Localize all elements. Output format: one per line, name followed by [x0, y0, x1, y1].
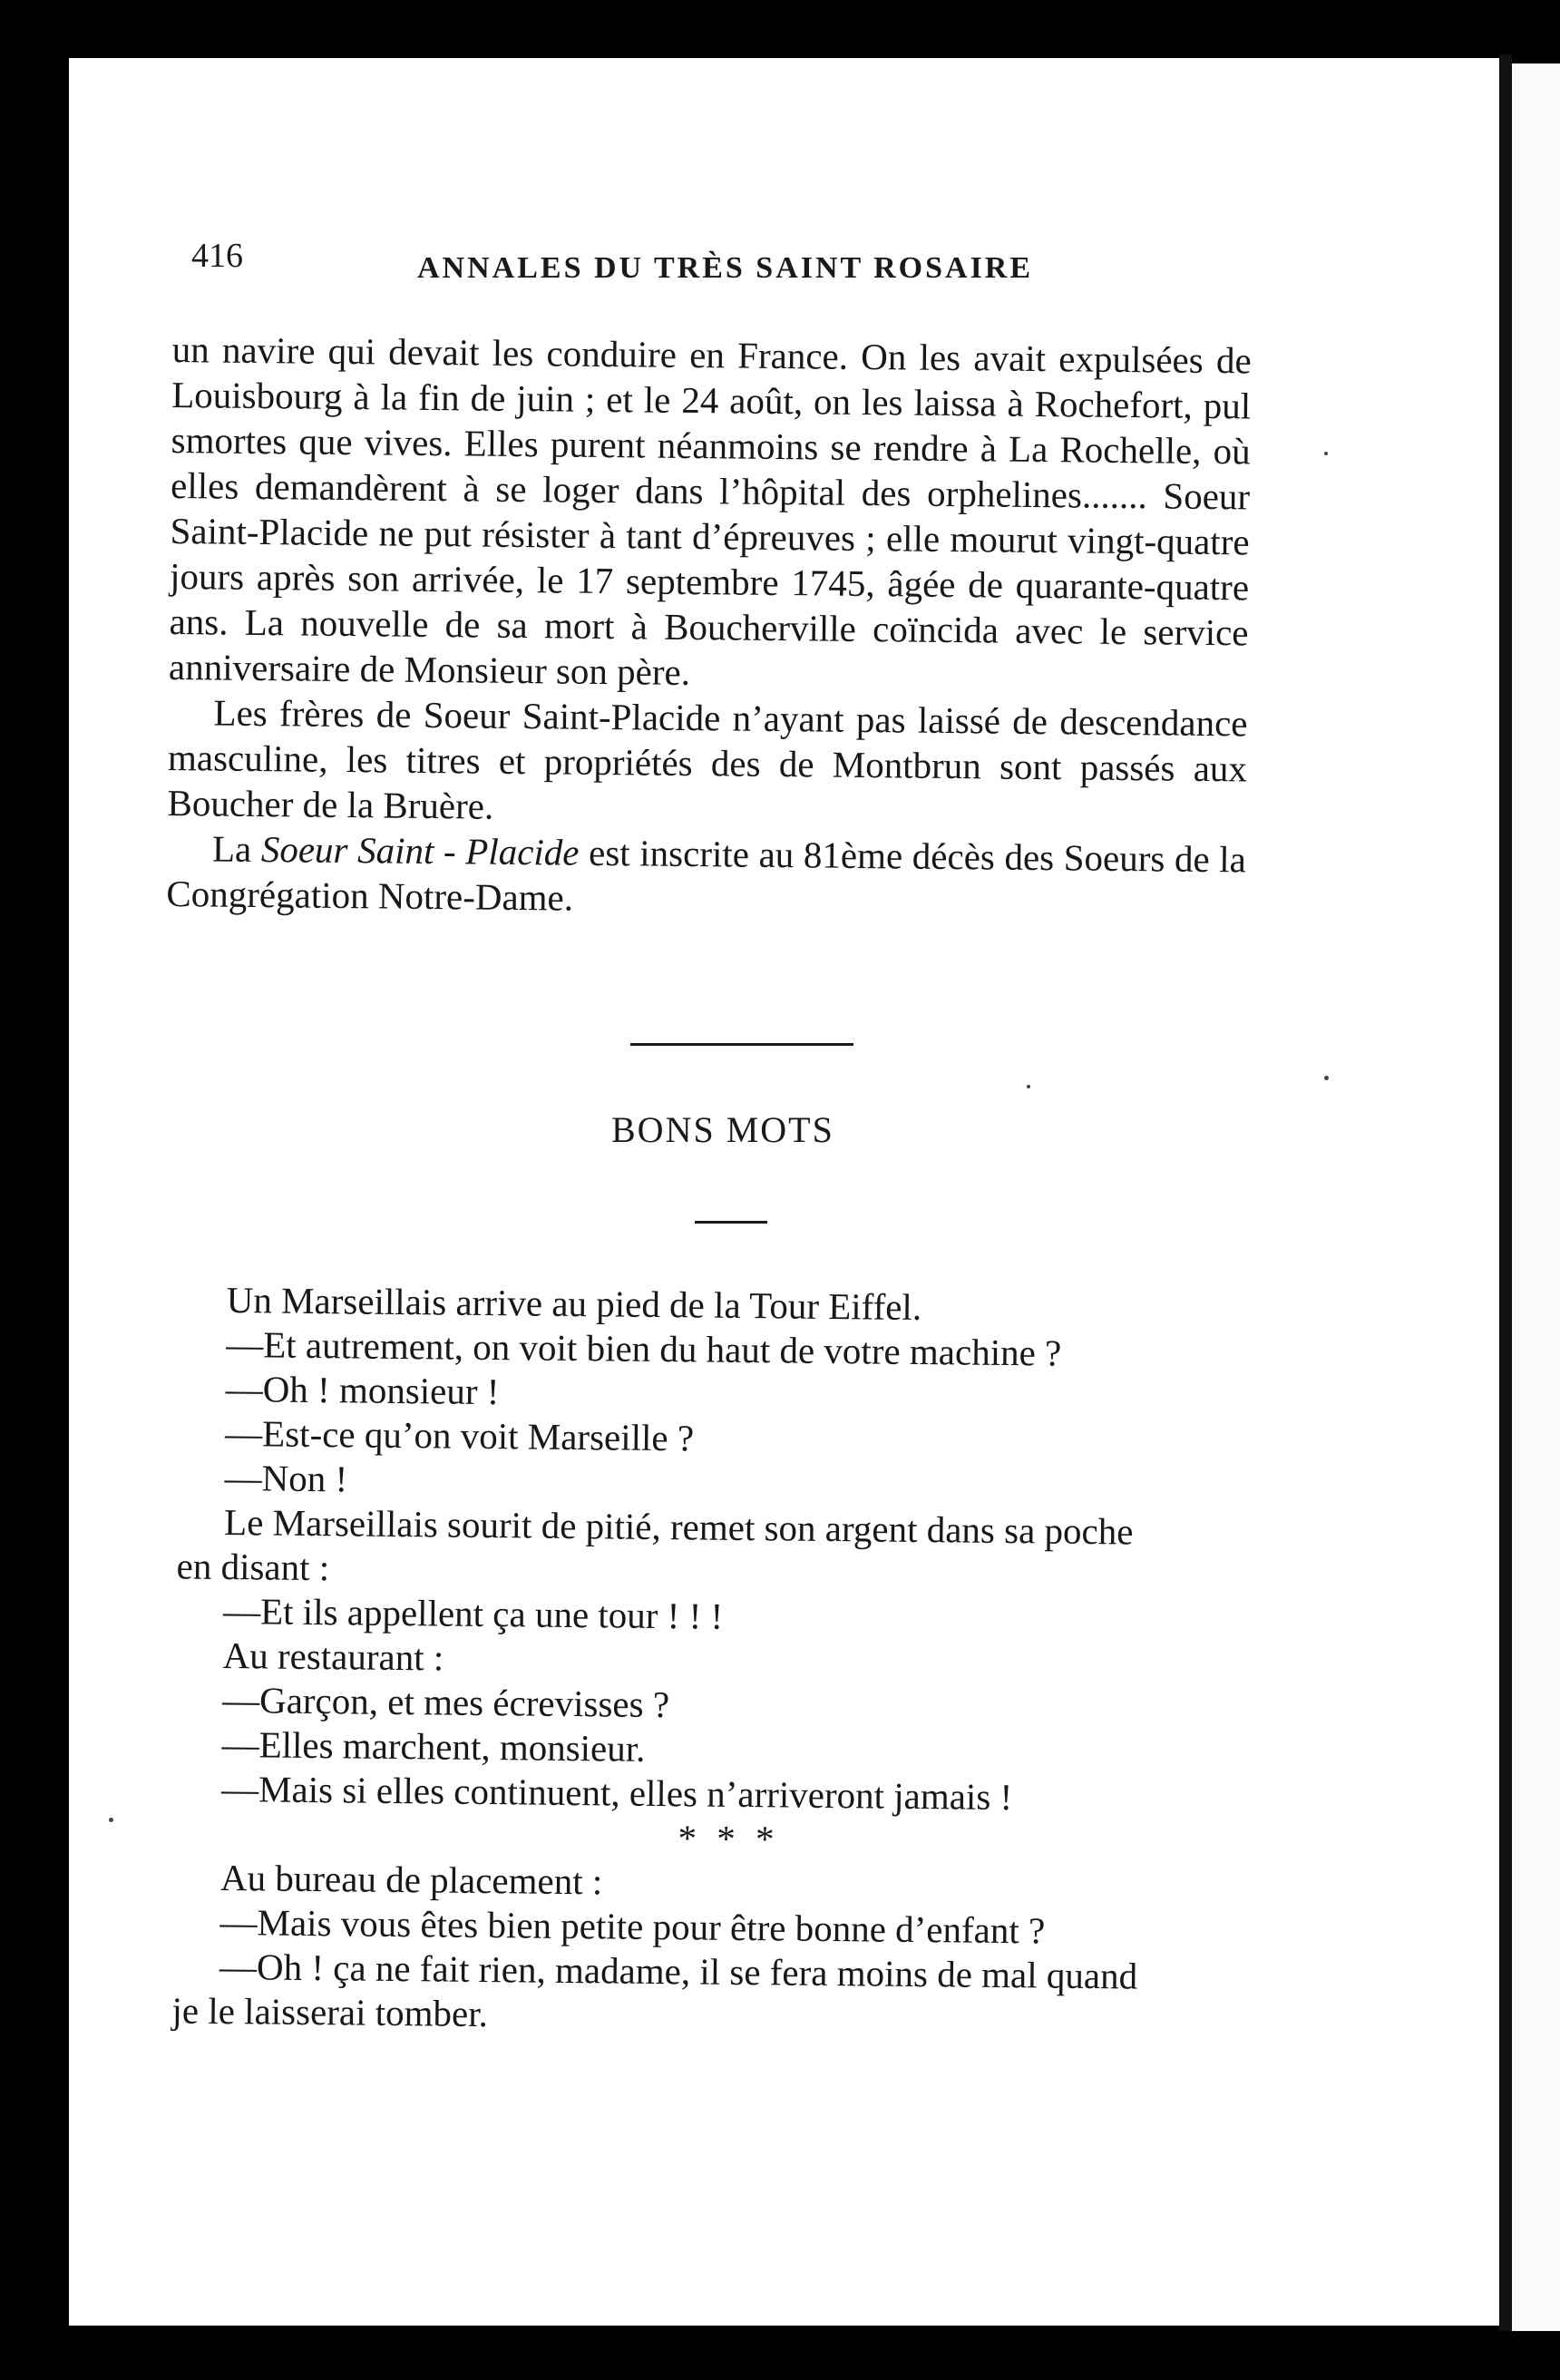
scan-speck: [1324, 1076, 1329, 1080]
dialog-line: —Et ils appellent ça une tour ! ! !: [222, 1589, 724, 1637]
article-paragraph: [169, 327, 1252, 700]
dialog-line: Au bureau de placement :: [219, 1856, 603, 1903]
running-head: ANNALES DU TRÈS SAINT ROSAIRE: [417, 251, 1034, 285]
dialog-line: —Mais vous êtes bien petite pour être bonne d’enfant ?: [219, 1900, 1046, 1952]
dialog-line: —Non !: [224, 1456, 348, 1500]
article-paragraph: [167, 689, 1248, 836]
dialog-line: —Et autrement, on voit bien du haut de votre machine ?: [225, 1322, 1062, 1374]
dialog-line: —Garçon, et mes écrevisses ?: [221, 1678, 670, 1726]
dialog-line: Au restaurant :: [222, 1634, 444, 1679]
dialog-line: —Oh ! monsieur !: [225, 1367, 500, 1413]
dialog-line: —Mais si elles continuent, elles n’arriveront jamais !: [220, 1767, 1013, 1819]
dialog-line: je le laisserai tomber.: [171, 1989, 489, 2035]
section-separator-stars: * * *: [678, 1817, 780, 1860]
paragraph-text: est inscrite au 81ème décès des Soeurs de la Congrégation Notre-Dame.: [166, 831, 1247, 919]
paragraph-text: La: [211, 827, 262, 871]
scan-speck: [109, 1818, 113, 1822]
italic-name: Soeur Saint - Placide: [260, 828, 580, 873]
paragraph-text: Les frères de Soeur Saint-Placide n’ayant pas laissé de descendance masculine, les titres et propriétés des de Montbrun sont passés aux Boucher de la Bruère.: [167, 691, 1248, 827]
scan-border-strip: [1499, 54, 1512, 2331]
dialog-line: Le Marseillais sourit de pitié, remet son argent dans sa poche: [223, 1500, 1134, 1553]
section-title: BONS MOTS: [611, 1109, 834, 1150]
dialog-line: —Oh ! ça ne fait rien, madame, il se fera moins de mal quand: [219, 1945, 1138, 1997]
dialog-line: en disant :: [176, 1545, 330, 1589]
dialog-line: —Elles marchent, monsieur.: [221, 1722, 646, 1770]
bons-mots-dialog: [171, 1277, 1243, 2043]
article-continuation: [166, 327, 1252, 927]
scan-speck: [1027, 1085, 1030, 1088]
paragraph-text: un navire qui devait les conduire en France. On les avait expulsées de Louisbourg à la fin de juin ; et le 24 août, on les laissa à Rochefort, pul smortes que vives. Elles purent néanmoins se rendre à La Rochelle, où elles demandèrent à se loger dans l’hôpital des orphelines....... Soeur Saint-Placide ne put résister à tant d’épreuves ; elle mourut vingt-quatre jours après son arrivée, le 17 septembre 1745, âgée de quarante-quatre ans. La nouvelle de sa mort à Boucherville coïncida avec le service anniversaire de Monsieur son père.: [168, 327, 1252, 693]
section-divider-rule: [630, 1043, 853, 1046]
scan-speck: [1324, 452, 1328, 455]
page-number: 416: [191, 237, 243, 275]
facing-page-edge: [1512, 63, 1560, 2331]
dialog-line: Un Marseillais arrive au pied de la Tour Eiffel.: [226, 1278, 922, 1329]
article-paragraph: [166, 825, 1246, 927]
title-underline-rule: [695, 1221, 767, 1224]
dialog-line: —Est-ce qu’on voit Marseille ?: [224, 1411, 695, 1459]
